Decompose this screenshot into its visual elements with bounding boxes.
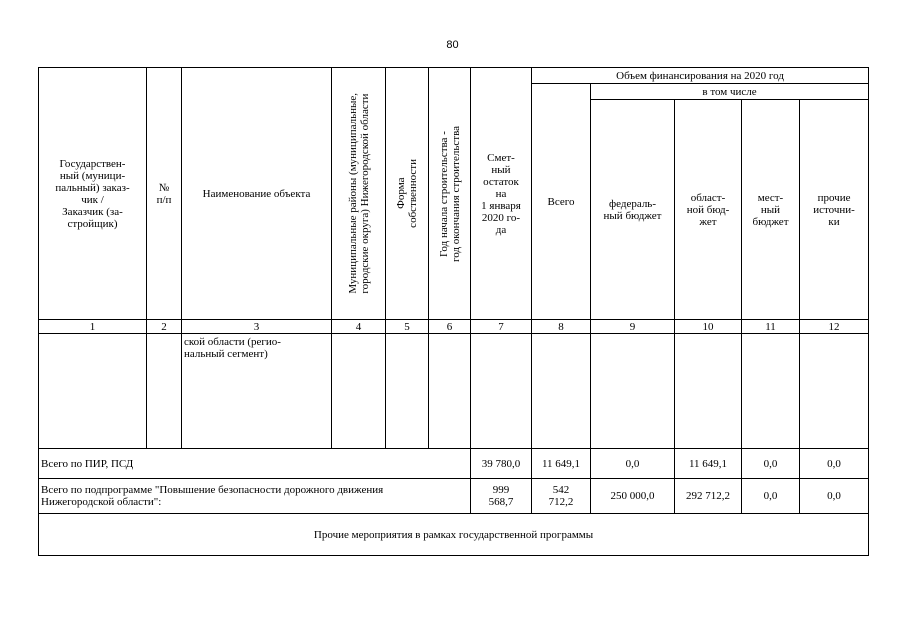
- col-num-5: 5: [386, 320, 429, 334]
- header-local: мест- ный бюджет: [742, 100, 800, 320]
- col-num-3: 3: [182, 320, 332, 334]
- header-municipal: [332, 68, 386, 320]
- empty-cell: [675, 334, 742, 449]
- subprogram-regional: 292 712,2: [675, 479, 742, 514]
- empty-cell: [532, 334, 591, 449]
- col-num-6: 6: [429, 320, 471, 334]
- subprogram-remainder: 999 568,7: [471, 479, 532, 514]
- header-years: [429, 68, 471, 320]
- col-num-2: 2: [147, 320, 182, 334]
- header-federal: федераль- ный бюджет: [591, 100, 675, 320]
- continuation-row: [39, 334, 869, 449]
- header-ownership-text: Форма собственности: [395, 159, 419, 228]
- header-object-name: Наименование объекта: [182, 68, 332, 320]
- pir-total-label: Всего по ПИР, ПСД: [39, 449, 471, 479]
- col-num-7: 7: [471, 320, 532, 334]
- empty-cell: [39, 334, 147, 449]
- col-num-10: 10: [675, 320, 742, 334]
- subprogram-federal: 250 000,0: [591, 479, 675, 514]
- other-measures-row: [39, 514, 869, 556]
- pir-total-row: [39, 449, 869, 479]
- page-number: 80: [446, 39, 459, 51]
- col-num-12: 12: [800, 320, 869, 334]
- col-num-4: 4: [332, 320, 386, 334]
- header-regional: област- ной бюд- жет: [675, 100, 742, 320]
- subprogram-local: 0,0: [742, 479, 800, 514]
- subprogram-total-label: Всего по подпрограмме "Повышение безопасности дорожного движения Нижегородской области":: [39, 479, 471, 514]
- subprogram-total-row: [39, 479, 869, 514]
- empty-cell: [742, 334, 800, 449]
- empty-cell: [332, 334, 386, 449]
- col-num-9: 9: [591, 320, 675, 334]
- column-number-row: [39, 320, 869, 334]
- header-total: Всего: [532, 84, 591, 320]
- col-num-11: 11: [742, 320, 800, 334]
- header-remainder: Смет- ный остаток на 1 января 2020 го- да: [471, 68, 532, 320]
- header-customer: Государствен- ный (муници- пальный) заказ- чик / Заказчик (за- стройщик): [39, 68, 147, 320]
- empty-cell: [147, 334, 182, 449]
- header-funding-group: Объем финансирования на 2020 год: [532, 68, 869, 84]
- other-measures-heading: Прочие мероприятия в рамках государственной программы: [39, 514, 869, 556]
- empty-cell: [429, 334, 471, 449]
- continuation-text: ской области (регио- нальный сегмент): [182, 334, 332, 449]
- header-municipal-text: Муниципальные районы (муниципальные, городские округа) Нижегородской области: [346, 93, 371, 294]
- pir-federal: 0,0: [591, 449, 675, 479]
- pir-local: 0,0: [742, 449, 800, 479]
- col-num-8: 8: [532, 320, 591, 334]
- financing-table: [38, 67, 869, 556]
- header-number: № п/п: [147, 68, 182, 320]
- pir-remainder: 39 780,0: [471, 449, 532, 479]
- header-years-text: Год начала строительства - год окончания строительства: [437, 125, 462, 262]
- header-other: прочие источни- ки: [800, 100, 869, 320]
- empty-cell: [386, 334, 429, 449]
- pir-total: 11 649,1: [532, 449, 591, 479]
- pir-regional: 11 649,1: [675, 449, 742, 479]
- header-ownership: [386, 68, 429, 320]
- header-including: в том числе: [591, 84, 869, 100]
- subprogram-other: 0,0: [800, 479, 869, 514]
- subprogram-total: 542 712,2: [532, 479, 591, 514]
- col-num-1: 1: [39, 320, 147, 334]
- empty-cell: [800, 334, 869, 449]
- empty-cell: [591, 334, 675, 449]
- pir-other: 0,0: [800, 449, 869, 479]
- empty-cell: [471, 334, 532, 449]
